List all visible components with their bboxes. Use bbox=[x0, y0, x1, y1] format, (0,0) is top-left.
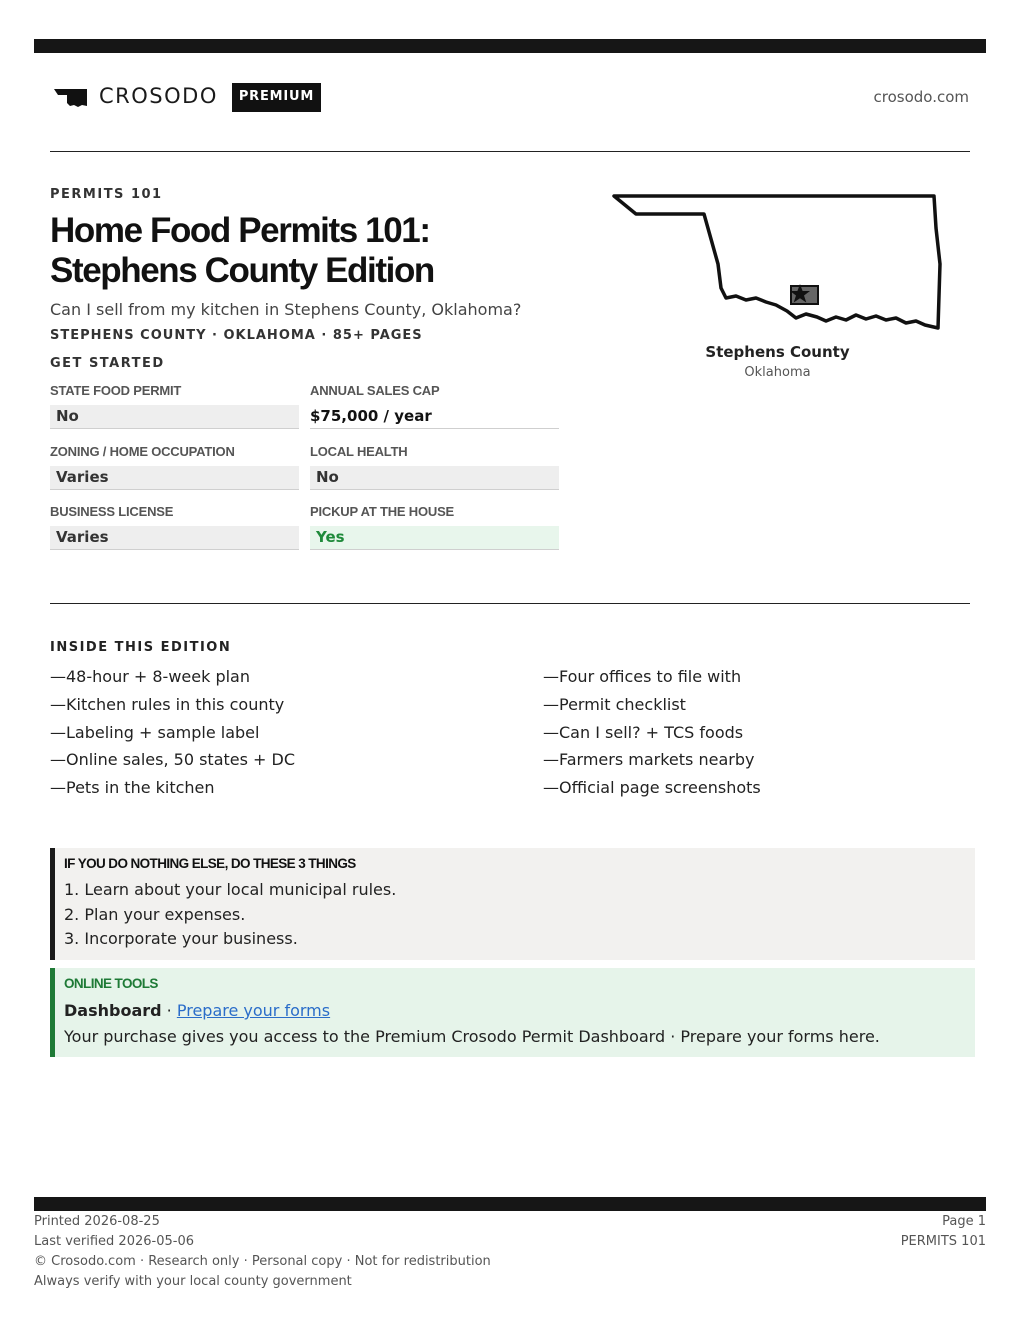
edition-meta: STEPHENS COUNTY · OKLAHOMA · 85+ PAGES bbox=[50, 328, 423, 343]
list-item: —Permit checklist bbox=[543, 694, 686, 714]
field-value: Varies bbox=[50, 466, 299, 490]
field-label: ANNUAL SALES CAP bbox=[310, 383, 440, 398]
three-things-callout bbox=[50, 848, 975, 960]
site-link[interactable]: crosodo.com bbox=[873, 88, 969, 106]
dashboard-label: Dashboard bbox=[64, 1001, 162, 1020]
field-label: BUSINESS LICENSE bbox=[50, 504, 174, 519]
field-pickup bbox=[310, 503, 559, 550]
field-value: No bbox=[50, 405, 299, 429]
map-state-label: Oklahoma bbox=[744, 365, 811, 380]
printed-date: Printed 2026-08-25 bbox=[34, 1214, 160, 1229]
footer-right bbox=[901, 1212, 986, 1252]
field-label: LOCAL HEALTH bbox=[310, 444, 408, 459]
verified-date: Last verified 2026-05-06 bbox=[34, 1234, 194, 1249]
section-divider bbox=[50, 603, 970, 604]
online-tools-callout bbox=[50, 968, 975, 1057]
oklahoma-map bbox=[610, 190, 950, 338]
step-item: 2. Plan your expenses. bbox=[64, 904, 246, 924]
field-state-food-permit bbox=[50, 382, 299, 429]
field-value: $75,000 / year bbox=[310, 405, 559, 429]
prepare-forms-link[interactable]: Prepare your forms bbox=[176, 1001, 331, 1020]
contents-list-right bbox=[543, 667, 761, 806]
field-label: ZONING / HOME OCCUPATION bbox=[50, 444, 235, 459]
oklahoma-state-icon bbox=[54, 88, 88, 108]
list-item: —48-hour + 8-week plan bbox=[50, 667, 250, 686]
list-item: —Can I sell? + TCS foods bbox=[543, 722, 744, 742]
list-item: —Online sales, 50 states + DC bbox=[50, 750, 296, 770]
copyright: © Crosodo.com · Research only · Personal copy · Not for redistribution bbox=[34, 1254, 491, 1269]
list-item: —Farmers markets nearby bbox=[543, 750, 755, 770]
premium-badge: PREMIUM bbox=[232, 83, 321, 112]
page-title bbox=[50, 211, 590, 291]
list-item: —Labeling + sample label bbox=[50, 722, 260, 742]
contents-heading: INSIDE THIS EDITION bbox=[50, 640, 232, 655]
steps-list bbox=[64, 880, 396, 954]
list-item: —Four offices to file with bbox=[543, 667, 742, 686]
header-divider bbox=[50, 151, 970, 152]
get-started-heading: GET STARTED bbox=[50, 356, 165, 371]
field-annual-sales-cap bbox=[310, 382, 559, 429]
page-number: Page 1 bbox=[942, 1214, 986, 1229]
list-item: —Kitchen rules in this county bbox=[50, 694, 285, 714]
field-value: Yes bbox=[310, 526, 559, 550]
map-county-label: Stephens County bbox=[705, 343, 850, 361]
field-value: No bbox=[310, 466, 559, 490]
list-item: —Pets in the kitchen bbox=[50, 778, 215, 798]
dashboard-line bbox=[64, 1001, 330, 1020]
title-line-1: Home Food Permits 101: bbox=[50, 211, 430, 250]
footer-left bbox=[34, 1212, 491, 1292]
footer-bar bbox=[34, 1197, 986, 1211]
callout-heading: ONLINE TOOLS bbox=[64, 976, 158, 991]
field-label: STATE FOOD PERMIT bbox=[50, 383, 182, 398]
dashboard-description: Your purchase gives you access to the Premium Crosodo Permit Dashboard · Prepare your forms here. bbox=[64, 1027, 880, 1046]
contents-list-left bbox=[50, 667, 295, 806]
step-item: 3. Incorporate your business. bbox=[64, 929, 298, 948]
section-eyebrow: PERMITS 101 bbox=[50, 187, 163, 202]
title-line-2: Stephens County Edition bbox=[50, 251, 434, 290]
step-item: 1. Learn about your local municipal rules. bbox=[64, 880, 397, 899]
field-local-health bbox=[310, 443, 559, 490]
list-item: —Official page screenshots bbox=[543, 778, 761, 798]
field-value: Varies bbox=[50, 526, 299, 550]
brand-name[interactable]: CROSODO bbox=[99, 84, 218, 108]
field-zoning bbox=[50, 443, 299, 490]
footer-section: PERMITS 101 bbox=[900, 1234, 986, 1249]
verify-note: Always verify with your local county government bbox=[34, 1274, 352, 1289]
field-label: PICKUP AT THE HOUSE bbox=[310, 504, 455, 519]
page-subtitle: Can I sell from my kitchen in Stephens County, Oklahoma? bbox=[50, 300, 522, 319]
separator: · bbox=[161, 1001, 177, 1020]
callout-heading: IF YOU DO NOTHING ELSE, DO THESE 3 THINGS bbox=[64, 856, 356, 871]
top-bar bbox=[34, 39, 986, 53]
field-business-license bbox=[50, 503, 299, 550]
